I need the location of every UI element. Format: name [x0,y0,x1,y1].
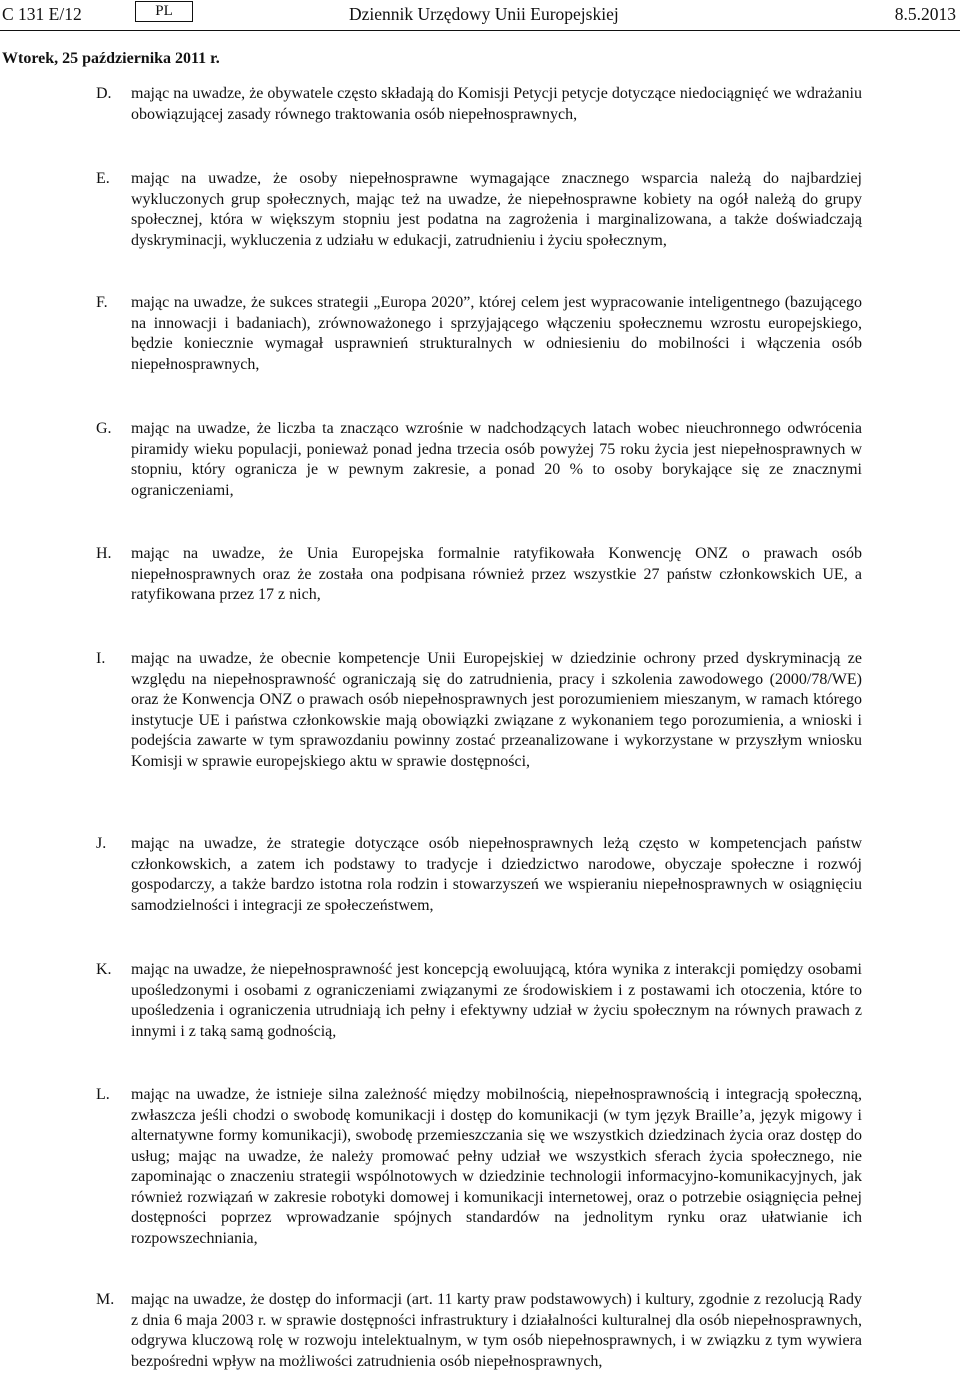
recital-letter: I. [96,650,106,667]
recital-text: mając na uwadze, że niepełnosprawność jest koncepcją ewoluującą, która wynika z interakcji pomiędzy osobami upośledzonymi i osobami z ograniczeniami związanymi ze środowiskiem i z postawami ich otoczenia, które to upośledzenia i ograniczenia utrudniają ich pełny i efektywny udział w życiu społecznym na równych prawach z innymi i z taką samą godnością, [131,961,862,1040]
recital-text: mając na uwadze, że sukces strategii „Europa 2020”, której celem jest wypracowanie inteligentnego (bazującego na innowacji i badaniach), zrównoważonego i sprzyjającego włączeniu społecznemu wzrostu europejskiego, będzie koniecznie wymagał usprawnień strukturalnych w odniesieniu do mobilności i włączenia osób niepełnosprawnych, [131,294,862,373]
session-date: Wtorek, 25 października 2011 r. [2,50,220,67]
recital-letter: M. [96,1291,115,1308]
recital-letter: K. [96,961,112,978]
recital-text: mając na uwadze, że obywatele często składają do Komisji Petycji petycje dotyczące niedociągnięć we wdrażaniu obowiązującej zasady równego traktowania osób niepełnosprawnych, [131,85,862,123]
recital-text: mając na uwadze, że dostęp do informacji (art. 11 karty praw podstawowych) i kultury, zgodnie z rezolucją Rady z dnia 6 maja 2003 r. w sprawie dostępności infrastruktury i działalności kulturalnej dla osób niepełnosprawnych, odgrywa kluczową rolę w rozwoju intelektualnym, w tym osób niepełnosprawnych, i w związku z tym wywiera bezpośredni wpływ na możliwości zatrudnienia osób niepełnosprawnych, [131,1291,862,1370]
recital-letter: F. [96,294,108,311]
recital-letter: J. [96,835,107,852]
publication-date: 8.5.2013 [894,4,956,24]
recital-text: mając na uwadze, że strategie dotyczące osób niepełnosprawnych leżą często w kompetencjach państw członkowskich, a zatem ich podstawy to tradycje i dziedzictwo narodowe, obyczaje społeczne i rozwój gospodarczy, a także bardzo istotna rola rodzin i stowarzyszeń we wspieraniu niepełnosprawnych w osiągnięciu samodzielności i integracji ze społeczeństwem, [131,835,862,914]
recital-letter: L. [96,1086,110,1103]
recital-text: mając na uwadze, że Unia Europejska formalnie ratyfikowała Konwencję ONZ o prawach osób niepełnosprawnych oraz że została ona podpisana również przez wszystkie 27 państw członkowskich UE, a ratyfikowana przez 17 z nich, [131,545,862,603]
recital-text: mając na uwadze, że osoby niepełnosprawne wymagające znacznego wsparcia należą do najbardziej wykluczonych grup społecznych, mając też na uwadze, że niepełnosprawne kobiety na ogół należą do grupy społecznej, która w większym stopniu jest podatna na zagrożenia i marginalizowana, a także doświadczają dyskryminacji, wykluczenia z udziału w edukacji, zatrudnieniu i życiu społecznym, [131,170,862,249]
header-rule [0,30,960,31]
recital-text: mając na uwadze, że obecnie kompetencje Unii Europejskiej w dziedzinie ochrony przed dyskryminacją ze względu na niepełnosprawność ograniczają się do zatrudnienia, pracy i szkolenia zawodowego (2000/78/WE) oraz że Konwencja ONZ o prawach osób niepełnosprawnych jest porozumieniem mieszanym, w ramach którego instytucje UE i państwa członkowskie mają obowiązki związane z wykonaniem tego porozumienia, a wnioski i podejścia zawarte w tym sprawozdaniu powinny zostać przeanalizowane i wykorzystane w przyszłym wniosku Komisji w sprawie europejskiego aktu w sprawie dostępności, [131,650,862,770]
issue-number: C 131 E/12 [2,4,82,24]
language-code-box: PL [135,1,193,22]
recital-letter: G. [96,420,112,437]
journal-title: Dziennik Urzędowy Unii Europejskiej [349,4,619,24]
recital-letter: H. [96,545,112,562]
recital-text: mając na uwadze, że istnieje silna zależność między mobilnością, niepełnosprawnością i integracją społeczną, zwłaszcza jeśli chodzi o swobodę komunikacji i dostęp do komunikacji (w tym język Braille’a, język migowy i alternatywne formy komunikacji), swobodę przemieszczania się we wszystkich dziedzinach życia oraz dostęp do usług; mając na uwadze, że należy promować pełny udział we wszystkich sferach życia społecznego, nie zapominając o znaczeniu strategii wspólnotowych w dziedzinie technologii informacyjno-komunikacyjnych, jak również rozwiązań w zakresie robotyki domowej i komunikacji internetowej, oraz o potrzebie osiągnięcia pełnej dostępności poprzez wprowadzanie spójnych standardów na jednolitym rynku oraz ułatwianie ich rozpowszechniania, [131,1086,862,1247]
recital-letter: D. [96,85,112,102]
recital-text: mając na uwadze, że liczba ta znacząco wzrośnie w nadchodzących latach wobec nieuchronnego odwrócenia piramidy wieku populacji, ponieważ ponad jedna trzecia osób powyżej 75 roku życia jest niepełnosprawnych w stopniu, który ogranicza je w pewnym zakresie, a ponad 20 % to osoby borykające się ze znacznymi ograniczeniami, [131,420,862,499]
recital-letter: E. [96,170,110,187]
page-header [0,0,960,30]
